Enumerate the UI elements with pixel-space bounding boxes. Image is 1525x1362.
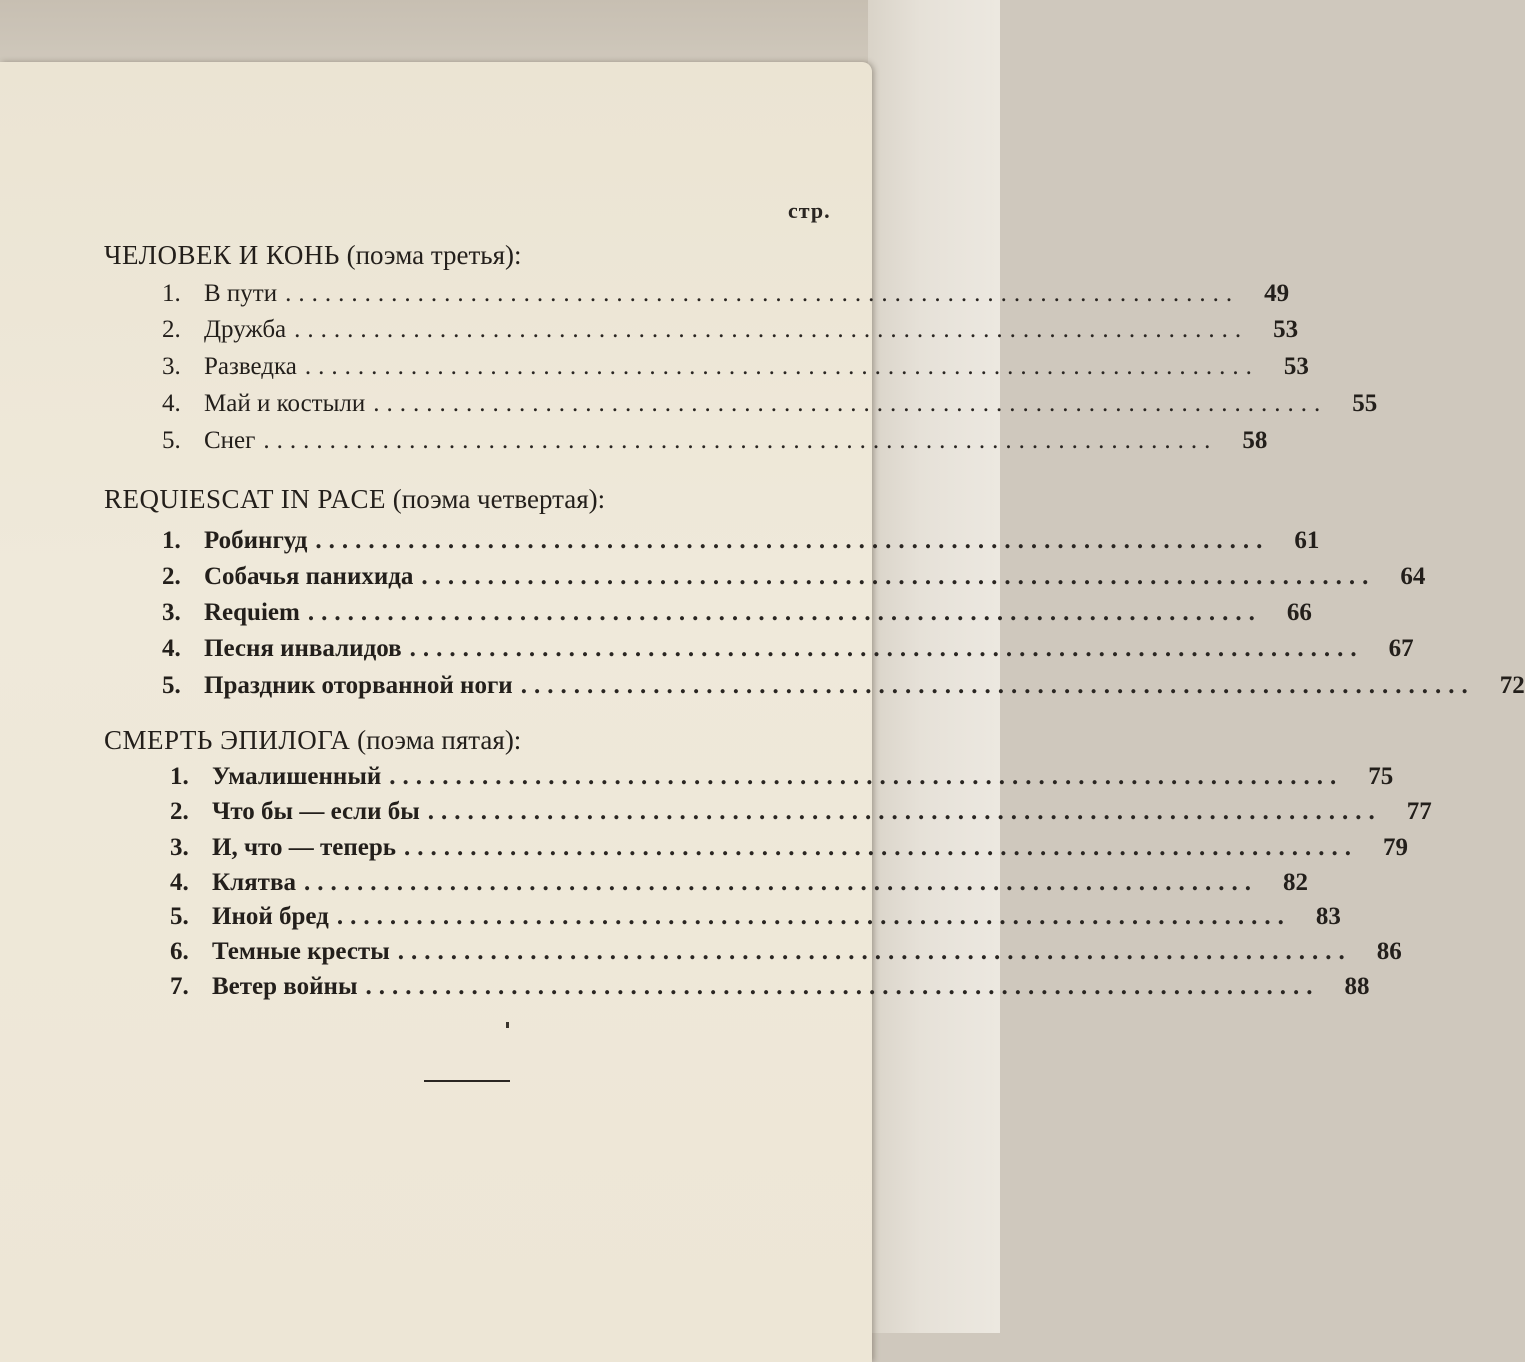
entry-page: 83 [1315, 903, 1341, 930]
toc-entry [162, 635, 1414, 663]
toc-entry [162, 527, 1320, 555]
page-column-label: стр. [788, 198, 831, 223]
leader-dots: ........................................................................ [389, 763, 1344, 790]
entry-number: 1. [162, 280, 181, 307]
section-heading [104, 240, 522, 271]
toc-entry [170, 869, 1308, 897]
entry-number: 7. [170, 973, 189, 1000]
toc-entry [162, 427, 1268, 455]
section-title: REQUIESCAT IN PACE [104, 484, 387, 514]
entry-number: 3. [170, 834, 189, 861]
toc-entry [170, 973, 1370, 1001]
entry-page: 53 [1273, 316, 1299, 343]
leader-dots: ........................................................................ [315, 527, 1270, 554]
leader-dots: ........................................................................ [294, 316, 1249, 343]
entry-number: 3. [162, 353, 181, 380]
toc-entry [162, 390, 1378, 418]
entry-number: 5. [170, 903, 189, 930]
ink-mark [506, 1022, 509, 1028]
toc-entry [170, 938, 1402, 966]
leader-dots: ........................................................................ [409, 635, 1364, 662]
entry-number: 5. [162, 672, 181, 699]
entry-title: В пути [204, 280, 278, 307]
entry-title: Разведка [204, 353, 297, 380]
leader-dots: ........................................................................ [304, 353, 1259, 380]
entry-title: Снег [204, 427, 256, 454]
section-title: СМЕРТЬ ЭПИЛОГА [104, 725, 351, 755]
section-subtitle: (поэма третья): [346, 240, 522, 270]
entry-number: 5. [162, 427, 181, 454]
toc-entry [162, 280, 1290, 308]
leader-dots: ........................................................................ [397, 938, 1352, 965]
entry-title: Собачья панихида [204, 563, 414, 590]
entry-number: 2. [170, 798, 189, 825]
toc-entry [162, 672, 1525, 700]
entry-number: 6. [170, 938, 189, 965]
leader-dots: ........................................................................ [365, 973, 1320, 1000]
entry-title: Темные кресты [212, 938, 390, 965]
entry-page: 82 [1282, 869, 1308, 896]
next-page-edge [868, 0, 1000, 1333]
entry-page: 86 [1376, 938, 1402, 965]
entry-title: И, что — теперь [212, 834, 396, 861]
entry-page: 75 [1368, 763, 1394, 790]
toc-entry [162, 599, 1312, 627]
section-heading [104, 725, 521, 756]
entry-title: Ветер войны [212, 973, 358, 1000]
entry-number: 1. [170, 763, 189, 790]
toc-entry [162, 353, 1309, 381]
entry-page: 66 [1286, 599, 1312, 626]
entry-number: 2. [162, 563, 181, 590]
entry-number: 4. [170, 869, 189, 896]
entry-page: 53 [1283, 353, 1309, 380]
entry-page: 49 [1264, 280, 1290, 307]
entry-title: Песня инвалидов [204, 635, 402, 662]
leader-dots: ........................................................................ [263, 427, 1218, 454]
entry-page: 64 [1400, 563, 1426, 590]
section-subtitle: (поэма пятая): [357, 725, 522, 755]
toc-entry [170, 903, 1341, 931]
toc-entry [170, 763, 1394, 791]
entry-page: 72 [1499, 672, 1525, 699]
entry-title: Дружба [204, 316, 287, 343]
entry-title: Праздник оторванной ноги [204, 672, 513, 699]
entry-page: 88 [1344, 973, 1370, 1000]
leader-dots: ........................................................................ [303, 869, 1258, 896]
entry-number: 2. [162, 316, 181, 343]
entry-number: 4. [162, 635, 181, 662]
leader-dots: ........................................................................ [427, 798, 1382, 825]
toc-entry [162, 316, 1299, 344]
entry-page: 77 [1406, 798, 1432, 825]
entry-title: Requiem [204, 599, 300, 626]
section-title: ЧЕЛОВЕК И КОНЬ [104, 240, 340, 270]
entry-page: 79 [1383, 834, 1408, 861]
entry-page: 67 [1388, 635, 1414, 662]
entry-title: Что бы — если бы [212, 798, 420, 825]
entry-page: 55 [1352, 390, 1378, 417]
leader-dots: ........................................................................ [285, 280, 1240, 307]
section-subtitle: (поэма четвертая): [392, 484, 606, 514]
entry-number: 3. [162, 599, 181, 626]
entry-title: Робингуд [204, 527, 308, 554]
leader-dots: ........................................................................ [421, 563, 1376, 590]
entry-page: 61 [1294, 527, 1320, 554]
entry-title: Умалишенный [212, 763, 382, 790]
toc-entry [170, 834, 1408, 862]
toc-entry [170, 798, 1432, 826]
toc-entry [162, 563, 1426, 591]
entry-number: 4. [162, 390, 181, 417]
leader-dots: ........................................................................ [336, 903, 1291, 930]
section-heading [104, 484, 605, 515]
end-rule [424, 1080, 510, 1082]
entry-title: Иной бред [212, 903, 329, 930]
entry-page: 58 [1242, 427, 1268, 454]
entry-title: Клятва [212, 869, 296, 896]
leader-dots: ........................................................................ [307, 599, 1262, 626]
leader-dots: ........................................................................ [404, 834, 1358, 861]
entry-number: 1. [162, 527, 181, 554]
leader-dots: ........................................................................ [520, 672, 1475, 699]
leader-dots: ........................................................................ [373, 390, 1328, 417]
entry-title: Май и костыли [204, 390, 366, 417]
